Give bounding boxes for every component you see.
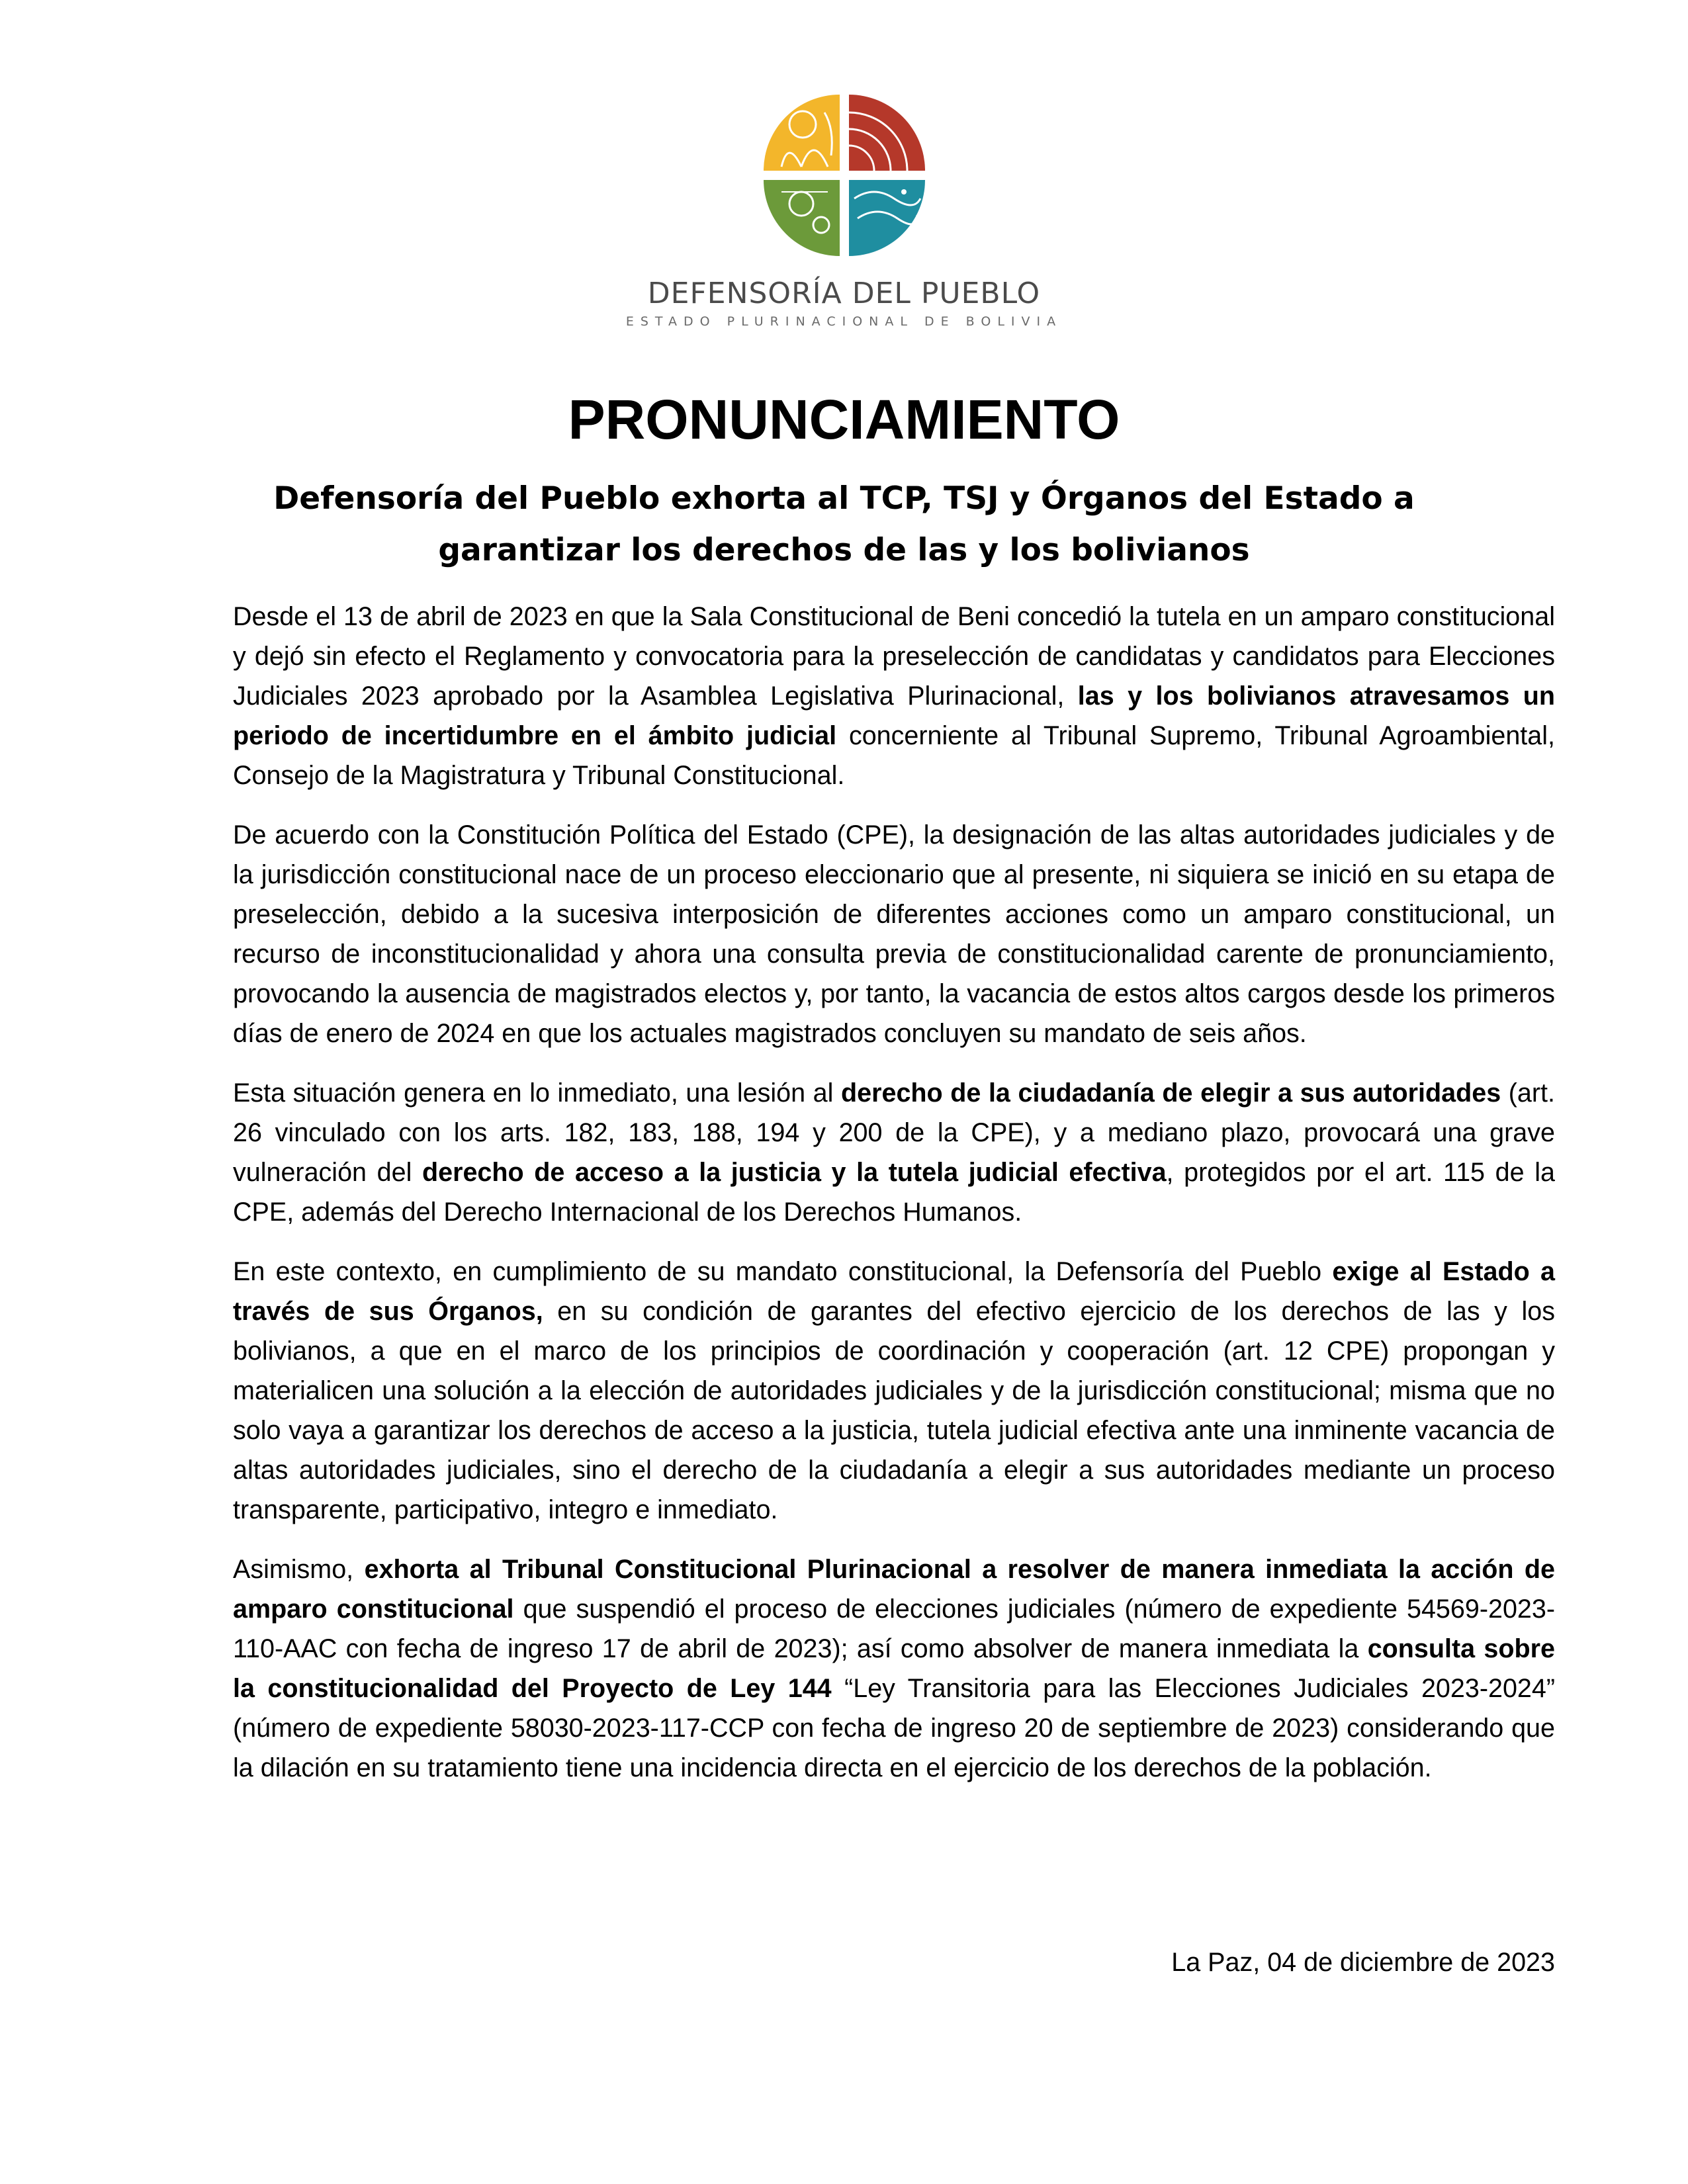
logo-subtitle: ESTADO PLURINACIONAL DE BOLIVIA: [625, 314, 1063, 329]
logo-title: DEFENSORÍA DEL PUEBLO: [647, 277, 1041, 310]
paragraph: Esta situación genera en lo inmediato, una lesión al derecho de la ciudadanía de elegir a sus autoridades (art. 26 vinculado con los arts. 182, 183, 188, 194 y 200 de la CPE), y a mediano plazo, provocará una grave vulneración del derecho de acceso a la justicia y la tutela judicial efectiva, protegidos por el art. 115 de la CPE, además del Derecho Internacional de los Derechos Humanos.: [233, 1078, 1555, 1227]
signoff-date: La Paz, 04 de diciembre de 2023: [1171, 1948, 1555, 1977]
paragraph: Desde el 13 de abril de 2023 en que la Sala Constitucional de Beni concedió la tutela en un amparo constitucional y dejó sin efecto el Reglamento y convocatoria para la preselección de candidatas y candidatos para Elecciones Judiciales 2023 aprobado por la Asamblea Legislativa Plurinacional, las y los bolivianos atravesamos un periodo de incertidumbre en el ámbito judicial concerniente al Tribunal Supremo, Tribunal Agroambiental, Consejo de la Magistratura y Tribunal Constitucional.: [233, 602, 1556, 790]
paragraph: Asimismo, exhorta al Tribunal Constitucional Plurinacional a resolver de manera inmediata la acción de amparo constitucional que suspendió el proceso de elecciones judiciales (número de expediente 54569-2023-110-AAC con fecha de ingreso 17 de abril de 2023); así como absolver de manera inmediata la consulta sobre la constitucionalidad del Proyecto de Ley 144 “Ley Transitoria para las Elecciones Judiciales 2023-2024” (número de expediente 58030-2023-117-CCP con fecha de ingreso 20 de septiembre de 2023) considerando que la dilación en su tratamiento tiene una incidencia directa en el ejercicio de los derechos de la población.: [233, 1555, 1556, 1782]
logo: [0, 93, 1688, 329]
document-title: PRONUNCIAMIENTO: [568, 388, 1120, 451]
document-body: [233, 597, 1555, 1808]
paragraph: En este contexto, en cumplimiento de su mandato constitucional, la Defensoría del Pueblo exige al Estado a través de sus Órganos, en su condición de garantes del efectivo ejercicio de los derechos de las y los bolivianos, a que en el marco de los principios de coordinación y cooperación (art. 12 CPE) propongan y materialicen una solución a la elección de autoridades judiciales y de la jurisdicción constitucional; misma que no solo vaya a garantizar los derechos de acceso a la justicia, tutela judicial efectiva ante una inminente vacancia de altas autoridades judiciales, sino el derecho de la ciudadanía a elegir a sus autoridades mediante un proceso transparente, participativo, integro e inmediato.: [233, 1257, 1555, 1524]
document-subtitle: Defensoría del Pueblo exhorta al TCP, TSJ y Órganos del Estado a garantizar los derechos de las y los bolivianos: [273, 480, 1415, 568]
defensoria-emblem-icon: [762, 93, 927, 258]
paragraph: De acuerdo con la Constitución Política del Estado (CPE), la designación de las altas autoridades judiciales y de la jurisdicción constitucional nace de un proceso eleccionario que al presente, ni siquiera se inició en su etapa de preselección, debido a la sucesiva interposición de diferentes acciones como un amparo constitucional, un recurso de inconstitucionalidad y ahora una consulta previa de constitucionalidad carente de pronunciamiento, provocando la ausencia de magistrados electos y, por tanto, la vacancia de estos altos cargos desde los primeros días de enero de 2024 en que los actuales magistrados concluyen su mandato de seis años.: [233, 820, 1555, 1048]
